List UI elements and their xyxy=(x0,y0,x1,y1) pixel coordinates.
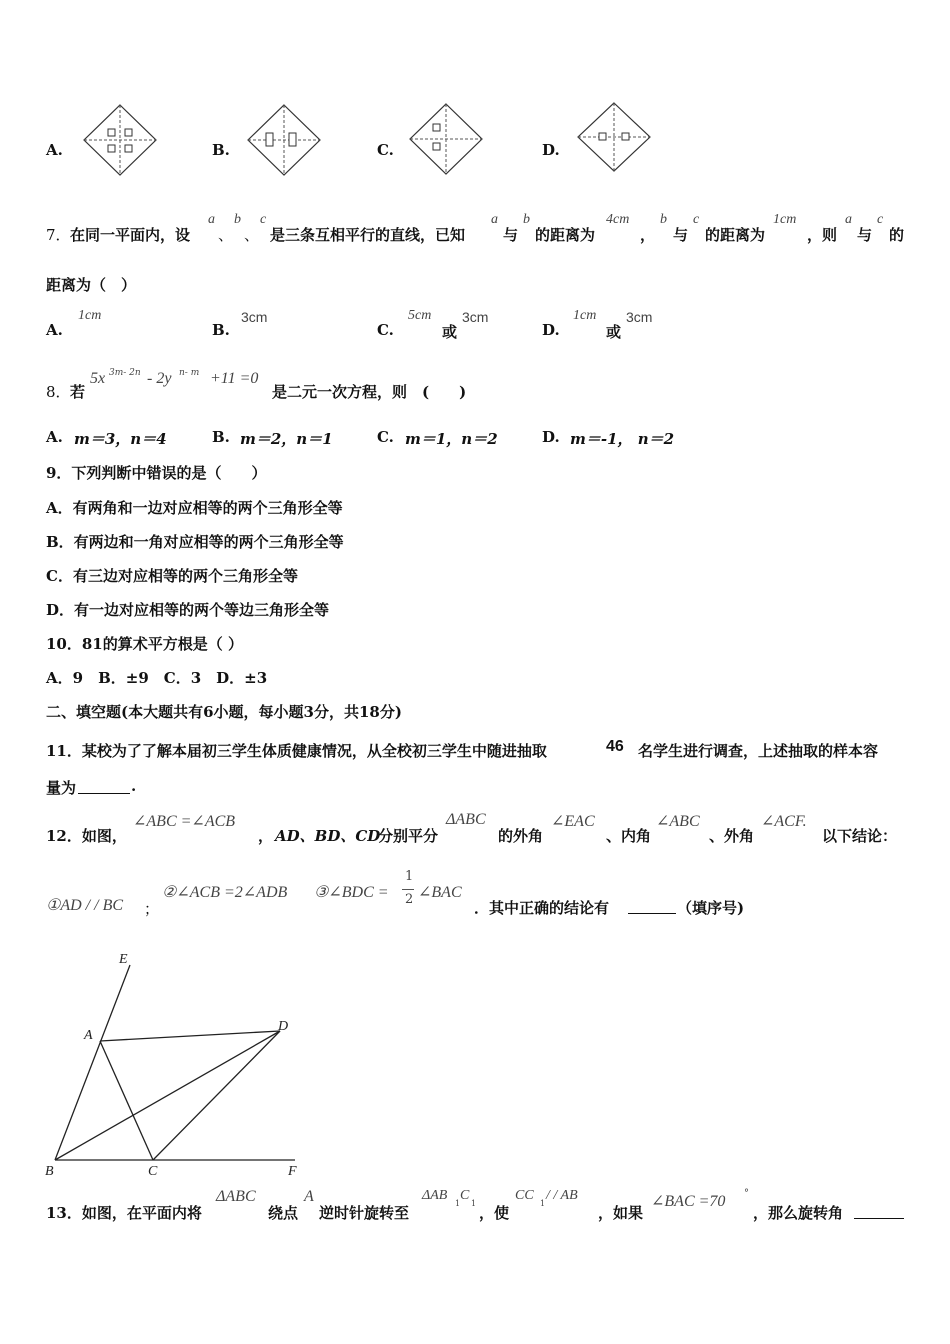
q13-text-2: 逆时针旋转至 xyxy=(319,1204,410,1222)
q7-option-a-letter: A. xyxy=(46,321,63,339)
q12-conclusion-3b: ∠BAC xyxy=(418,884,462,901)
q12-text-6: 以下结论： xyxy=(822,827,898,845)
q13-triangle-1: ΔABC xyxy=(216,1188,256,1205)
q7-sep-1: 、 xyxy=(218,226,234,244)
q6-option-b-label: B. xyxy=(212,141,230,159)
q7-option-a-value: 1cm xyxy=(78,308,102,323)
line-ac xyxy=(100,1041,153,1160)
q8-eq-exp-2: n- m xyxy=(179,368,200,378)
q12-semicolon: ； xyxy=(144,900,160,918)
q7-line-2: 距离为（ ） xyxy=(46,276,137,294)
q7-dist-2: 1cm xyxy=(773,212,797,227)
q7-option-c-or: 或 xyxy=(442,323,458,341)
q8-option-a-text: m＝3，n＝4 xyxy=(74,430,167,448)
q13-sub-1: 1 xyxy=(455,1199,461,1208)
q7-var-c: c xyxy=(260,212,267,227)
q7-text-6: 的 xyxy=(889,226,905,244)
q13-text-1: 绕点 xyxy=(268,1204,299,1222)
q8-option-b-letter: B. xyxy=(212,428,230,446)
q9-option-d: D．有一边对应相等的两个等边三角形全等 xyxy=(46,601,330,619)
q13-answer-blank xyxy=(854,1204,904,1219)
q8-number: 8． xyxy=(46,383,71,401)
q13-number: 13．如图，在平面内将 xyxy=(46,1204,202,1222)
q7-text-2: 是三条互相平行的直线，已知 xyxy=(270,226,466,244)
q6-option-a-label: A. xyxy=(46,141,63,159)
q7-var-c-2: c xyxy=(693,212,700,227)
q12-text-4: 、内角 xyxy=(606,827,652,845)
q13-sub-2: 1 xyxy=(471,1199,477,1208)
q12-equation: ∠ABC =∠ACB xyxy=(133,813,236,830)
q13-point: A xyxy=(304,1188,314,1205)
line-cd xyxy=(153,1031,280,1160)
label-f: F xyxy=(288,1164,297,1179)
q13-triangle-2: ΔAB xyxy=(422,1188,448,1203)
q7-option-c-value-1: 5cm xyxy=(408,308,432,323)
q7-option-c-value-2: 3cm xyxy=(462,309,489,325)
q12-text-3: 的外角 xyxy=(498,827,544,845)
q7-var-c-3: c xyxy=(877,212,884,227)
q13-angle: ∠BAC =70 xyxy=(651,1193,726,1210)
q8-option-d-text: m＝-1， n＝2 xyxy=(570,430,675,448)
q9-option-a: A．有两角和一边对应相等的两个三角形全等 xyxy=(46,499,343,517)
q13-text-4: ，如果 xyxy=(598,1204,644,1222)
q9-option-c: C．有三边对应相等的两个三角形全等 xyxy=(46,567,298,585)
label-e: E xyxy=(119,952,128,967)
section-2-heading: 二、填空题(本大题共有6小题，每小题3分，共18分) xyxy=(46,703,402,721)
q13-parallel: / / AB xyxy=(546,1188,578,1203)
q7-number: 7． xyxy=(46,226,71,244)
q12-conclusion-3: ③∠BDC = xyxy=(314,884,389,901)
q7-comma: ， xyxy=(640,226,656,244)
q7-text-1: 在同一平面内，设 xyxy=(70,226,191,244)
q10-stem: 10．81的算术平方根是（ ） xyxy=(46,635,243,653)
q7-sep-2: 、 xyxy=(244,226,260,244)
q12-conclusion-2: ②∠ACB =2∠ADB xyxy=(162,884,288,901)
label-c: C xyxy=(148,1164,158,1179)
q8-eq-part-1: 5x xyxy=(90,370,106,387)
q8-option-b-text: m＝2，n＝1 xyxy=(240,430,333,448)
q11-answer-blank xyxy=(78,779,130,794)
q7-dist-1: 4cm xyxy=(606,212,630,227)
q8-eq-part-3: +11 =0 xyxy=(210,370,259,387)
q9-stem: 9．下列判断中错误的是（ ） xyxy=(46,464,267,482)
q7-option-d-or: 或 xyxy=(606,323,622,341)
q7-var-a-3: a xyxy=(845,212,852,227)
q12-lines: AD、BD、CD xyxy=(275,827,381,845)
q7-var-b: b xyxy=(234,212,241,227)
q11-line-1a: 11．某校为了了解本届初三学生体质健康情况，从全校初三学生中随进抽取 xyxy=(46,742,547,760)
q7-var-b-3: b xyxy=(660,212,667,227)
line-be xyxy=(55,965,130,1160)
q8-option-d-letter: D. xyxy=(542,428,560,446)
q12-angle-2: ∠ABC xyxy=(656,813,700,830)
q12-frac-numerator: 1 xyxy=(405,869,414,884)
q12-number: 12．如图， xyxy=(46,827,127,845)
q13-sub-3: 1 xyxy=(540,1199,546,1208)
q10-options: A．9 B．±9 C．3 D．±3 xyxy=(46,669,268,687)
label-a: A xyxy=(84,1028,93,1043)
q7-yu-1: 与 xyxy=(503,226,519,244)
q7-option-d-letter: D. xyxy=(542,321,560,339)
q8-ruo: 若 xyxy=(70,383,86,401)
q11-number: 46 xyxy=(606,738,624,755)
label-d: D xyxy=(278,1019,289,1034)
line-bd xyxy=(55,1031,280,1160)
q8-eq-part-2: - 2y xyxy=(147,370,172,387)
q7-option-b-value: 3cm xyxy=(241,309,268,325)
q6-option-c-figure xyxy=(406,100,486,178)
q6-option-c-label: C. xyxy=(377,141,394,159)
q8-option-a-letter: A. xyxy=(46,428,63,446)
q12-conclusion-1: ①AD / / BC xyxy=(46,897,124,914)
q7-text-5: ，则 xyxy=(807,226,838,244)
q13-cc: CC xyxy=(515,1188,534,1203)
q11-line-2: 量为 xyxy=(46,779,77,797)
q12-text-2: 分别平分 xyxy=(378,827,439,845)
q12-triangle: ΔABC xyxy=(446,811,486,828)
q7-var-a-2: a xyxy=(491,212,498,227)
q12-text-7: ．其中正确的结论有 xyxy=(474,899,610,917)
q7-option-d-value-1: 1cm xyxy=(573,308,597,323)
q11-line-1b: 名学生进行调查，上述抽取的样本容 xyxy=(638,742,879,760)
q7-text-3: 的距离为 xyxy=(535,226,596,244)
q12-frac-bar xyxy=(402,889,414,890)
q6-option-b-figure xyxy=(242,100,326,180)
q7-var-a: a xyxy=(208,212,215,227)
q12-figure xyxy=(40,945,320,1185)
line-ad xyxy=(100,1031,280,1041)
q13-text-5: ，那么旋转角 xyxy=(753,1204,844,1222)
q6-option-a-figure xyxy=(80,102,160,178)
q8-option-c-text: m＝1，n＝2 xyxy=(405,430,498,448)
q7-text-4: 的距离为 xyxy=(705,226,766,244)
q12-frac-denominator: 2 xyxy=(405,892,414,907)
q6-option-d-figure xyxy=(574,100,654,176)
q13-degree: ° xyxy=(744,1188,749,1199)
q12-text-1: ， xyxy=(258,827,274,845)
q7-yu-3: 与 xyxy=(857,226,873,244)
q7-option-d-value-2: 3cm xyxy=(626,309,653,325)
q7-option-b-letter: B. xyxy=(212,321,230,339)
q12-angle-3: ∠ACF. xyxy=(761,813,807,830)
q12-text-8: （填序号) xyxy=(677,899,745,917)
q8-option-c-letter: C. xyxy=(377,428,394,446)
q7-var-b-2: b xyxy=(523,212,530,227)
q9-option-b: B．有两边和一角对应相等的两个三角形全等 xyxy=(46,533,344,551)
q8-tail: 是二元一次方程，则 ( ) xyxy=(272,383,467,401)
q6-option-d-label: D. xyxy=(542,141,560,159)
q12-angle-1: ∠EAC xyxy=(551,813,595,830)
q7-option-c-letter: C. xyxy=(377,321,394,339)
q12-text-5: 、外角 xyxy=(709,827,755,845)
q13-triangle-2b: C xyxy=(460,1188,470,1203)
q13-text-3: ，使 xyxy=(479,1204,510,1222)
q7-yu-2: 与 xyxy=(673,226,689,244)
q11-end: . xyxy=(131,777,137,795)
q8-eq-exp-1: 3m- 2n xyxy=(109,368,141,378)
label-b: B xyxy=(45,1164,54,1179)
q12-answer-blank xyxy=(628,899,676,914)
